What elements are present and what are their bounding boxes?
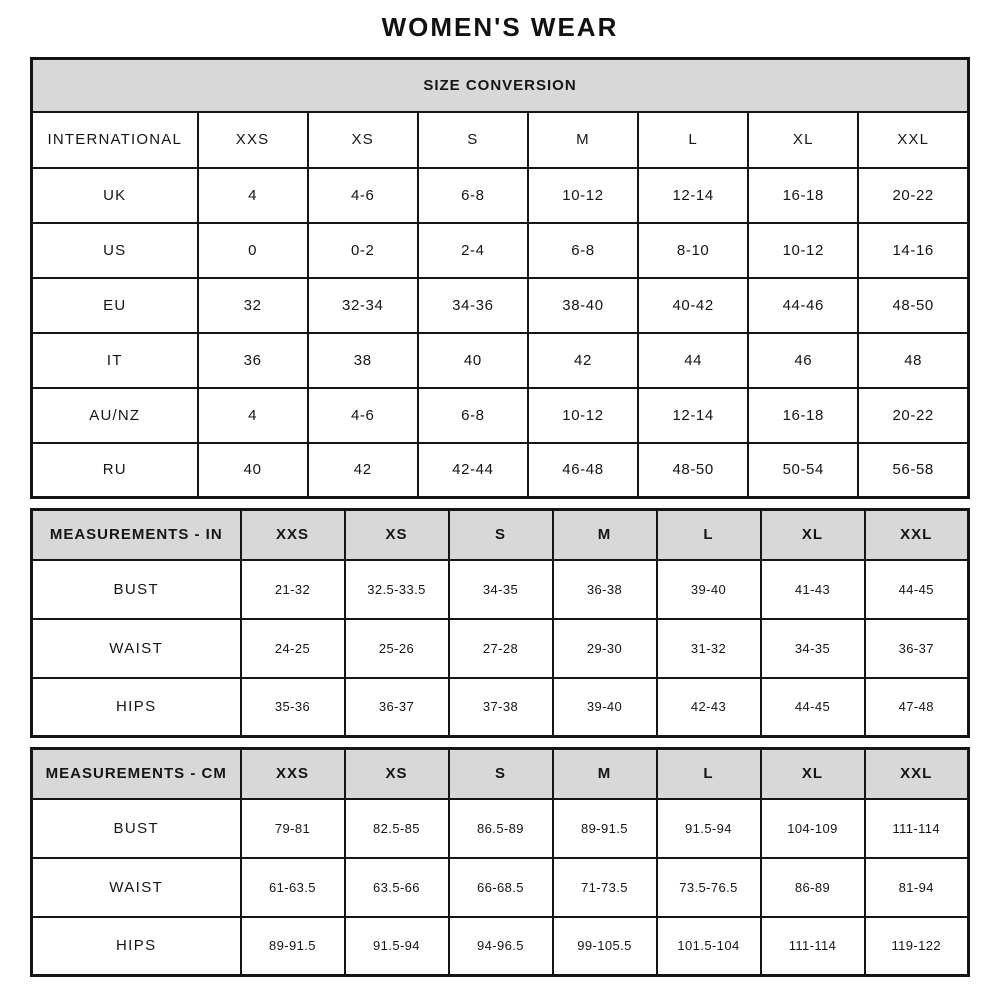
row-label-hips: HIPS [32,678,241,737]
column-header-xxs: XXS [241,510,345,560]
measurement-cell: 89-91.5 [241,917,345,976]
size-cell: 48-50 [638,443,748,498]
measurement-cell: 66-68.5 [449,858,553,917]
measurement-cell: 34-35 [449,560,553,619]
size-cell: 20-22 [858,388,968,443]
measurement-cell: 111-114 [865,799,969,858]
row-label-waist: WAIST [32,619,241,678]
table-row-waist-cm [32,858,969,917]
size-conversion-banner-row [32,59,969,112]
table-row-bust-in [32,560,969,619]
measurement-cell: 27-28 [449,619,553,678]
size-cell: 12-14 [638,168,748,223]
size-cell: 4 [198,388,308,443]
size-cell: 0 [198,223,308,278]
size-cell: 56-58 [858,443,968,498]
measurement-cell: 24-25 [241,619,345,678]
row-label-eu: EU [32,278,198,333]
measurement-cell: 37-38 [449,678,553,737]
column-header-s: S [449,749,553,799]
size-cell: 44 [638,333,748,388]
measurement-cell: 44-45 [865,560,969,619]
measurement-cell: 86-89 [761,858,865,917]
row-label-waist: WAIST [32,858,241,917]
table-row-uk [32,168,969,223]
measurement-cell: 21-32 [241,560,345,619]
size-cell: 44-46 [748,278,858,333]
column-header-m: M [553,510,657,560]
size-cell: 20-22 [858,168,968,223]
measurement-cell: 47-48 [865,678,969,737]
size-conversion-title: SIZE CONVERSION [32,59,969,112]
size-cell: 48-50 [858,278,968,333]
row-label-aunz: AU/NZ [32,388,198,443]
size-cell: 6-8 [418,168,528,223]
column-header-xl: XL [761,749,865,799]
table-row-bust-cm [32,799,969,858]
column-header-xl: XL [761,510,865,560]
column-header-s: S [418,112,528,168]
column-header-l: L [638,112,748,168]
size-cell: 46 [748,333,858,388]
table-row-us [32,223,969,278]
column-header-xxl: XXL [865,749,969,799]
size-cell: 46-48 [528,443,638,498]
row-label-us: US [32,223,198,278]
measurement-cell: 34-35 [761,619,865,678]
measurements-in-table [30,508,970,738]
size-cell: 16-18 [748,388,858,443]
column-header-xxl: XXL [858,112,968,168]
size-cell: 32 [198,278,308,333]
table-row-eu [32,278,969,333]
size-cell: 4-6 [308,388,418,443]
row-label-hips: HIPS [32,917,241,976]
measurement-cell: 63.5-66 [345,858,449,917]
measurement-cell: 35-36 [241,678,345,737]
size-cell: 38-40 [528,278,638,333]
size-cell: 8-10 [638,223,748,278]
size-cell: 38 [308,333,418,388]
measurement-cell: 39-40 [553,678,657,737]
size-cell: 40 [418,333,528,388]
size-conversion-columns-row [32,112,969,168]
column-header-l: L [657,510,761,560]
measurement-cell: 101.5-104 [657,917,761,976]
column-header-xs: XS [345,510,449,560]
measurement-cell: 81-94 [865,858,969,917]
measurement-cell: 119-122 [865,917,969,976]
measurement-cell: 36-37 [345,678,449,737]
size-cell: 2-4 [418,223,528,278]
table-row-hips-cm [32,917,969,976]
measurement-cell: 25-26 [345,619,449,678]
measurements-cm-header-row [32,749,969,799]
measurement-cell: 36-37 [865,619,969,678]
measurement-cell: 32.5-33.5 [345,560,449,619]
measurement-cell: 73.5-76.5 [657,858,761,917]
row-label-bust: BUST [32,560,241,619]
size-cell: 4-6 [308,168,418,223]
size-cell: 16-18 [748,168,858,223]
size-cell: 10-12 [748,223,858,278]
measurement-cell: 99-105.5 [553,917,657,976]
measurement-cell: 42-43 [657,678,761,737]
measurement-cell: 91.5-94 [657,799,761,858]
measurement-cell: 94-96.5 [449,917,553,976]
measurement-cell: 91.5-94 [345,917,449,976]
size-cell: 12-14 [638,388,748,443]
row-label-it: IT [32,333,198,388]
measurement-cell: 41-43 [761,560,865,619]
measurement-cell: 82.5-85 [345,799,449,858]
table-row-ru [32,443,969,498]
column-header-l: L [657,749,761,799]
row-label-uk: UK [32,168,198,223]
size-cell: 32-34 [308,278,418,333]
column-header-international: INTERNATIONAL [32,112,198,168]
size-cell: 42 [528,333,638,388]
size-cell: 10-12 [528,168,638,223]
measurement-cell: 61-63.5 [241,858,345,917]
measurement-cell: 39-40 [657,560,761,619]
measurements-cm-title: MEASUREMENTS - CM [32,749,241,799]
size-cell: 4 [198,168,308,223]
column-header-m: M [553,749,657,799]
measurement-cell: 111-114 [761,917,865,976]
size-cell: 42 [308,443,418,498]
row-label-bust: BUST [32,799,241,858]
size-cell: 14-16 [858,223,968,278]
table-row-it [32,333,969,388]
measurement-cell: 104-109 [761,799,865,858]
table-row-waist-in [32,619,969,678]
size-cell: 50-54 [748,443,858,498]
size-cell: 36 [198,333,308,388]
size-cell: 10-12 [528,388,638,443]
size-cell: 0-2 [308,223,418,278]
column-header-xxl: XXL [865,510,969,560]
column-header-xs: XS [345,749,449,799]
measurement-cell: 71-73.5 [553,858,657,917]
size-cell: 6-8 [528,223,638,278]
page-title: WOMEN'S WEAR [381,12,619,42]
size-cell: 40-42 [638,278,748,333]
measurements-in-header-row [32,510,969,560]
measurements-cm-table [30,747,970,977]
measurement-cell: 31-32 [657,619,761,678]
column-header-s: S [449,510,553,560]
size-cell: 34-36 [418,278,528,333]
measurement-cell: 29-30 [553,619,657,678]
column-header-xs: XS [308,112,418,168]
column-header-xxs: XXS [241,749,345,799]
measurement-cell: 44-45 [761,678,865,737]
measurement-cell: 36-38 [553,560,657,619]
table-row-aunz [32,388,969,443]
measurement-cell: 79-81 [241,799,345,858]
size-cell: 48 [858,333,968,388]
measurements-in-title: MEASUREMENTS - IN [32,510,241,560]
table-row-hips-in [32,678,969,737]
measurement-cell: 86.5-89 [449,799,553,858]
column-header-m: M [528,112,638,168]
size-cell: 40 [198,443,308,498]
row-label-ru: RU [32,443,198,498]
column-header-xxs: XXS [198,112,308,168]
size-conversion-table [30,57,970,499]
measurement-cell: 89-91.5 [553,799,657,858]
size-cell: 42-44 [418,443,528,498]
column-header-xl: XL [748,112,858,168]
size-cell: 6-8 [418,388,528,443]
